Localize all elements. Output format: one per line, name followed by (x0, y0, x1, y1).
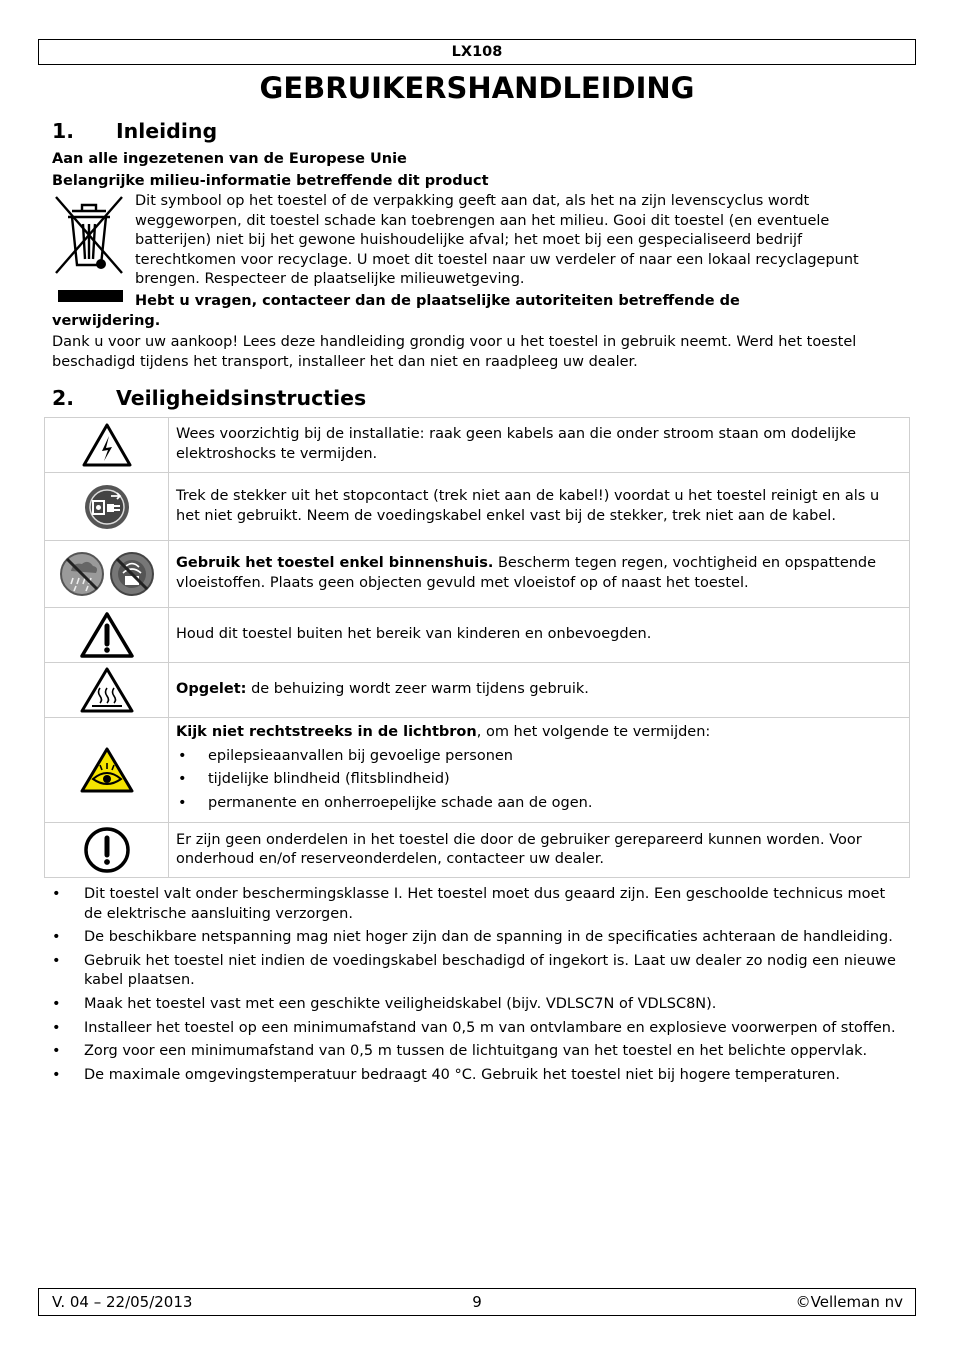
safety-text-rest: de behuizing wordt zeer warm tijdens gebruik. (246, 681, 589, 698)
list-item: • tijdelijke blindheid (flitsblindheid) (176, 770, 901, 790)
safety-row (45, 718, 910, 823)
list-item: • Gebruik het toestel niet indien de voedingskabel beschadigd of ingekort is. Laat uw dealer zo nodig een nieuwe kabel plaatsen. (52, 952, 902, 991)
safety-row (45, 473, 910, 541)
safety-icon-cell (45, 541, 169, 608)
safety-text (169, 541, 910, 608)
safety-icon-cell (45, 823, 169, 878)
safety-text (169, 718, 910, 823)
safety-text-bold: Opgelet: (176, 681, 247, 698)
exclamation-icon (83, 826, 131, 874)
safety-text-rest: Bescherm tegen regen, vochtigheid en opspattende vloeistoffen. Plaats geen objecten gevuld met vloeistof op of naast het toestel. (176, 555, 877, 591)
safety-text: Houd dit toestel buiten het bereik van kinderen en onbevoegden. (169, 608, 910, 663)
safety-icon-cell (45, 663, 169, 718)
safety-row (45, 663, 910, 718)
subheading-environment: Belangrijke milieu-informatie betreffende dit product (52, 173, 489, 189)
safety-icon-cell (45, 418, 169, 473)
electric-hazard-icon (81, 422, 133, 468)
thanks-text: Dank u voor uw aankoop! Lees deze handleiding grondig voor u het toestel in gebruik neemt. Werd het toestel beschadigd tijdens het transport, installeer het dan niet en raadpleeg uw dealer. (52, 334, 857, 370)
list-item: • De maximale omgevingstemperatuur bedraagt 40 °C. Gebruik het toestel niet bij hogere temperaturen. (52, 1066, 902, 1086)
safety-row (45, 608, 910, 663)
safety-text-bold: Kijk niet rechtstreeks in de lichtbron (176, 724, 477, 740)
eye-hazard-icon (79, 746, 135, 794)
document-title: GEBRUIKERSHANDLEIDING (259, 71, 695, 105)
list-item: • De beschikbare netspanning mag niet hoger zijn dan de spanning in de specificaties achteraan de handleiding. (52, 928, 902, 948)
weee-bin-icon (52, 193, 126, 305)
safety-text: Trek de stekker uit het stopcontact (trek niet aan de kabel!) voordat u het toestel reinigt en als u het niet gebruikt. Neem de voedingskabel enkel vast bij de stekker, trek niet aan de kabel. (169, 473, 910, 541)
list-item: • permanente en onherroepelijke schade aan de ogen. (176, 794, 901, 814)
safety-bullet-list (52, 885, 902, 1089)
safety-icon-cell (45, 718, 169, 823)
eye-hazard-list (176, 747, 901, 814)
section2-heading (52, 385, 366, 411)
header-model: LX108 (38, 39, 916, 65)
recycle-text: Dit symbool op het toestel of de verpakking geeft aan dat, als het na zijn levenscyclus wordt weggeworpen, dit toestel schade kan toebrengen aan het milieu. Gooi dit toestel (en eventuele batterijen) niet bij het gewone huishoudelijke afval; het moet bij een gespecialiseerd bedrijf terechtkomen voor recyclage. U moet dit toestel naar uw verdeler of naar een lokaal recyclagepunt brengen. Respecteer de plaatselijke milieuwetgeving. (135, 193, 859, 288)
contact-line-2: verwijdering. (52, 313, 161, 329)
no-rain-icon (59, 551, 155, 597)
section1-title: Inleiding (116, 119, 218, 143)
unplug-icon (84, 484, 130, 530)
list-item: • Maak het toestel vast met een geschikte veiligheidskabel (bijv. VDLSC7N of VDLSC8N). (52, 995, 902, 1015)
safety-icon-cell (45, 473, 169, 541)
footer-page-number: 9 (472, 1293, 482, 1311)
section1-heading (52, 118, 217, 144)
safety-text: Er zijn geen onderdelen in het toestel die door de gebruiker gerepareerd kunnen worden. Voor onderhoud en/of reserveonderdelen, contacteer uw dealer. (169, 823, 910, 878)
warning-icon (79, 611, 135, 659)
section1-number: 1. (52, 119, 75, 143)
safety-text: Wees voorzichtig bij de installatie: raak geen kabels aan die onder stroom staan om dodelijke elektroshocks te vermijden. (169, 418, 910, 473)
list-item: • Zorg voor een minimumafstand van 0,5 m tussen de lichtuitgang van het toestel en het belichte oppervlak. (52, 1042, 902, 1062)
section2-number: 2. (52, 386, 75, 410)
footer-copyright: ©Velleman nv (795, 1293, 903, 1311)
safety-text-bold: Gebruik het toestel enkel binnenshuis. (176, 555, 494, 572)
safety-row (45, 541, 910, 608)
safety-table (44, 417, 910, 878)
hot-surface-icon (79, 666, 135, 714)
safety-icon-cell (45, 608, 169, 663)
safety-row (45, 418, 910, 473)
subheading-eu: Aan alle ingezetenen van de Europese Unie (52, 151, 407, 167)
section2-title: Veiligheidsinstructies (116, 386, 367, 410)
safety-text-rest: , om het volgende te vermijden: (476, 724, 711, 740)
safety-text (169, 663, 910, 718)
footer (38, 1288, 916, 1316)
list-item: • Dit toestel valt onder beschermingsklasse I. Het toestel moet dus geaard zijn. Een geschoolde technicus moet de elektrische aansluiting verzorgen. (52, 885, 902, 924)
footer-version: V. 04 – 22/05/2013 (52, 1293, 193, 1311)
list-item: • Installeer het toestel op een minimumafstand van 0,5 m van ontvlambare en explosieve voorwerpen of stoffen. (52, 1019, 902, 1039)
contact-line-1: Hebt u vragen, contacteer dan de plaatselijke autoriteiten betreffende de (135, 293, 740, 309)
safety-row (45, 823, 910, 878)
list-item: • epilepsieaanvallen bij gevoelige personen (176, 747, 901, 767)
